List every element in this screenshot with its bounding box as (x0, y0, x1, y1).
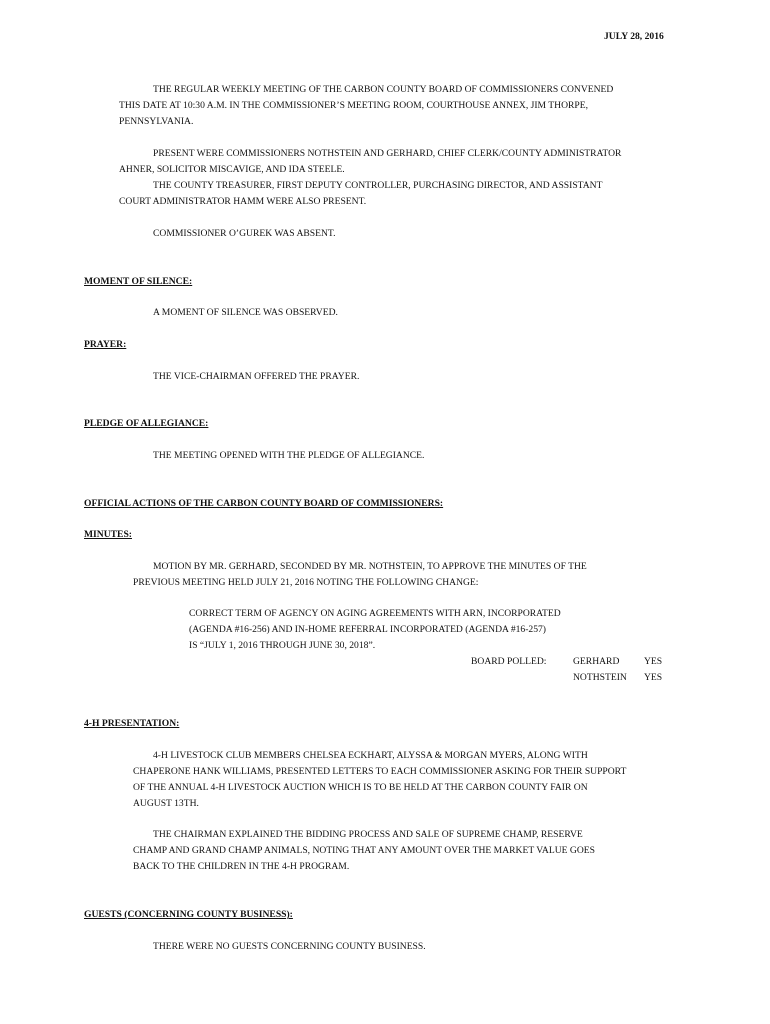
prayer-text: THE VICE-CHAIRMAN OFFERED THE PRAYER. (153, 371, 360, 382)
presentation-para2-line3: BACK TO THE CHILDREN IN THE 4-H PROGRAM. (133, 861, 350, 872)
vote-name: NOTHSTEIN (573, 672, 627, 683)
guests-heading: GUESTS (CONCERNING COUNTY BUSINESS): (84, 909, 293, 920)
minutes-change-line1: CORRECT TERM OF AGENCY ON AGING AGREEMENTS WITH ARN, INCORPORATED (189, 608, 561, 619)
vote-value: YES (644, 672, 663, 683)
official-actions-heading: OFFICIAL ACTIONS OF THE CARBON COUNTY BOARD OF COMMISSIONERS: (84, 498, 444, 509)
intro-para2-line1: PRESENT WERE COMMISSIONERS NOTHSTEIN AND GERHARD, CHIEF CLERK/COUNTY ADMINISTRATOR (153, 148, 622, 159)
presentation-para2-line1: THE CHAIRMAN EXPLAINED THE BIDDING PROCESS AND SALE OF SUPREME CHAMP, RESERVE (153, 829, 583, 840)
presentation-para1-line3: OF THE ANNUAL 4-H LIVESTOCK AUCTION WHICH IS TO BE HELD AT THE CARBON COUNTY FAIR ON (133, 782, 588, 793)
presentation-para2-line2: CHAMP AND GRAND CHAMP ANIMALS, NOTING THAT ANY AMOUNT OVER THE MARKET VALUE GOES (133, 845, 595, 856)
board-polled-label: BOARD POLLED: (471, 656, 547, 667)
moment-of-silence-text: A MOMENT OF SILENCE WAS OBSERVED. (153, 307, 338, 318)
pledge-heading: PLEDGE OF ALLEGIANCE: (84, 418, 209, 429)
intro-para1-line3: PENNSYLVANIA. (119, 116, 194, 127)
pledge-text: THE MEETING OPENED WITH THE PLEDGE OF ALLEGIANCE. (153, 450, 425, 461)
vote-name: GERHARD (573, 656, 620, 667)
document-date: JULY 28, 2016 (604, 31, 664, 42)
minutes-heading: MINUTES: (84, 529, 132, 540)
minutes-change-line2: (AGENDA #16-256) AND IN-HOME REFERRAL INCORPORATED (AGENDA #16-257) (189, 624, 546, 635)
minutes-motion-line1: MOTION BY MR. GERHARD, SECONDED BY MR. NOTHSTEIN, TO APPROVE THE MINUTES OF THE (153, 561, 587, 572)
minutes-change-line3: IS “JULY 1, 2016 THROUGH JUNE 30, 2018”. (189, 640, 376, 651)
presentation-para1-line1: 4-H LIVESTOCK CLUB MEMBERS CHELSEA ECKHART, ALYSSA & MORGAN MYERS, ALONG WITH (153, 750, 588, 761)
prayer-heading: PRAYER: (84, 339, 127, 350)
vote-value: YES (644, 656, 663, 667)
absence-note: COMMISSIONER O’GUREK WAS ABSENT. (153, 228, 336, 239)
guests-text: THERE WERE NO GUESTS CONCERNING COUNTY BUSINESS. (153, 941, 426, 952)
presentation-para1-line2: CHAPERONE HANK WILLIAMS, PRESENTED LETTERS TO EACH COMMISSIONER ASKING FOR THEIR SUPPORT (133, 766, 627, 777)
moment-of-silence-heading: MOMENT OF SILENCE: (84, 276, 193, 287)
intro-para2-line2: AHNER, SOLICITOR MISCAVIGE, AND IDA STEELE. (119, 164, 345, 175)
minutes-motion-line2: PREVIOUS MEETING HELD JULY 21, 2016 NOTING THE FOLLOWING CHANGE: (133, 577, 479, 588)
presentation-para1-line4: AUGUST 13TH. (133, 798, 199, 809)
intro-para1-line2: THIS DATE AT 10:30 A.M. IN THE COMMISSIONER’S MEETING ROOM, COURTHOUSE ANNEX, JIM THORPE, (119, 100, 589, 111)
intro-para3-line1: THE COUNTY TREASURER, FIRST DEPUTY CONTROLLER, PURCHASING DIRECTOR, AND ASSISTANT (153, 180, 603, 191)
intro-para3-line2: COURT ADMINISTRATOR HAMM WERE ALSO PRESENT. (119, 196, 367, 207)
presentation-heading: 4-H PRESENTATION: (84, 718, 180, 729)
intro-para1-line1: THE REGULAR WEEKLY MEETING OF THE CARBON COUNTY BOARD OF COMMISSIONERS CONVENED (153, 84, 614, 95)
